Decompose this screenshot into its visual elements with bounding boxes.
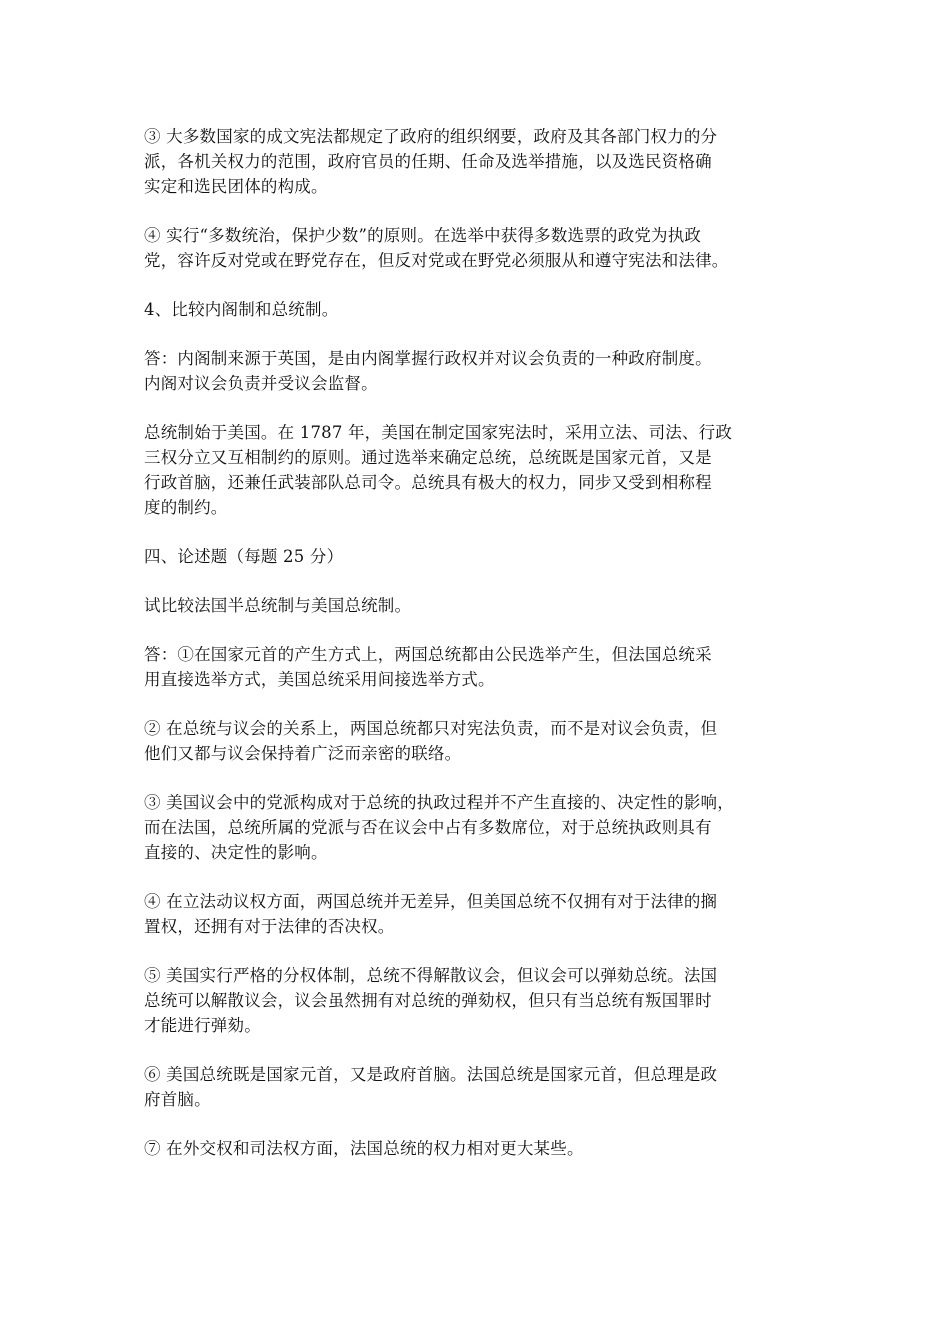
answer-point-1 bbox=[144, 642, 812, 692]
text-line: ② 在总统与议会的关系上，两国总统都只对宪法负责，而不是对议会负责，但 bbox=[144, 719, 718, 738]
text-line: ⑥ 美国总统既是国家元首，又是政府首脑。法国总统是国家元首，但总理是政 bbox=[144, 1065, 718, 1084]
text-line: ⑤ 美国实行严格的分权体制，总统不得解散议会，但议会可以弹劾总统。法国 bbox=[144, 966, 718, 985]
answer-point-7 bbox=[144, 1136, 812, 1161]
text-line: 四、论述题（每题 25 分） bbox=[144, 547, 344, 566]
text-line: 用直接选举方式，美国总统采用间接选举方式。 bbox=[144, 670, 495, 689]
text-line: 党，容许反对党或在野党存在，但反对党或在野党必须服从和遵守宪法和法律。 bbox=[144, 251, 729, 270]
text-line: 内阁对议会负责并受议会监督。 bbox=[144, 374, 378, 393]
answer-cabinet-system bbox=[144, 346, 812, 396]
text-line: 才能进行弹劾。 bbox=[144, 1016, 261, 1035]
text-line: ③ 大多数国家的成文宪法都规定了政府的组织纲要，政府及其各部门权力的分 bbox=[144, 127, 718, 146]
document-page bbox=[144, 124, 812, 1185]
text-line: 置权，还拥有对于法律的否决权。 bbox=[144, 917, 395, 936]
text-line: 府首脑。 bbox=[144, 1090, 211, 1109]
text-line: 实定和选民团体的构成。 bbox=[144, 177, 328, 196]
text-line: ③ 美国议会中的党派构成对于总统的执政过程并不产生直接的、决定性的影响， bbox=[144, 793, 734, 812]
essay-question bbox=[144, 593, 812, 618]
text-line: 答：①在国家元首的产生方式上，两国总统都由公民选举产生，但法国总统采 bbox=[144, 645, 712, 664]
question-heading-4 bbox=[144, 297, 812, 322]
text-line: 三权分立又互相制约的原则。通过选举来确定总统，总统既是国家元首，又是 bbox=[144, 448, 712, 467]
text-line: 他们又都与议会保持着广泛而亲密的联络。 bbox=[144, 744, 462, 763]
section-heading-essay bbox=[144, 544, 812, 569]
text-line: ④ 在立法动议权方面，两国总统并无差异，但美国总统不仅拥有对于法律的搁 bbox=[144, 892, 718, 911]
text-line: ⑦ 在外交权和司法权方面，法国总统的权力相对更大某些。 bbox=[144, 1139, 584, 1158]
text-line: 总统可以解散议会，议会虽然拥有对总统的弹劾权，但只有当总统有叛国罪时 bbox=[144, 991, 712, 1010]
answer-point-2 bbox=[144, 716, 812, 766]
text-line: 答：内阁制来源于英国，是由内阁掌握行政权并对议会负责的一种政府制度。 bbox=[144, 349, 712, 368]
text-line: ④ 实行“多数统治，保护少数”的原则。在选举中获得多数选票的政党为执政 bbox=[144, 226, 702, 245]
paragraph-item-4 bbox=[144, 223, 812, 273]
text-line: 度的制约。 bbox=[144, 498, 228, 517]
answer-point-3 bbox=[144, 790, 812, 865]
answer-point-5 bbox=[144, 963, 812, 1038]
text-line: 行政首脑，还兼任武装部队总司令。总统具有极大的权力，同步又受到相称程 bbox=[144, 473, 712, 492]
answer-point-4 bbox=[144, 889, 812, 939]
text-line: 派，各机关权力的范围，政府官员的任期、任命及选举措施，以及选民资格确 bbox=[144, 152, 712, 171]
text-line: 试比较法国半总统制与美国总统制。 bbox=[144, 596, 412, 615]
answer-presidential-system bbox=[144, 420, 812, 520]
text-line: 而在法国，总统所属的党派与否在议会中占有多数席位，对于总统执政则具有 bbox=[144, 818, 712, 837]
text-line: 总统制始于美国。在 1787 年，美国在制定国家宪法时，采用立法、司法、行政 bbox=[144, 423, 733, 442]
text-line: 4、比较内阁制和总统制。 bbox=[144, 300, 339, 319]
answer-point-6 bbox=[144, 1062, 812, 1112]
text-line: 直接的、决定性的影响。 bbox=[144, 843, 328, 862]
paragraph-item-3 bbox=[144, 124, 812, 199]
